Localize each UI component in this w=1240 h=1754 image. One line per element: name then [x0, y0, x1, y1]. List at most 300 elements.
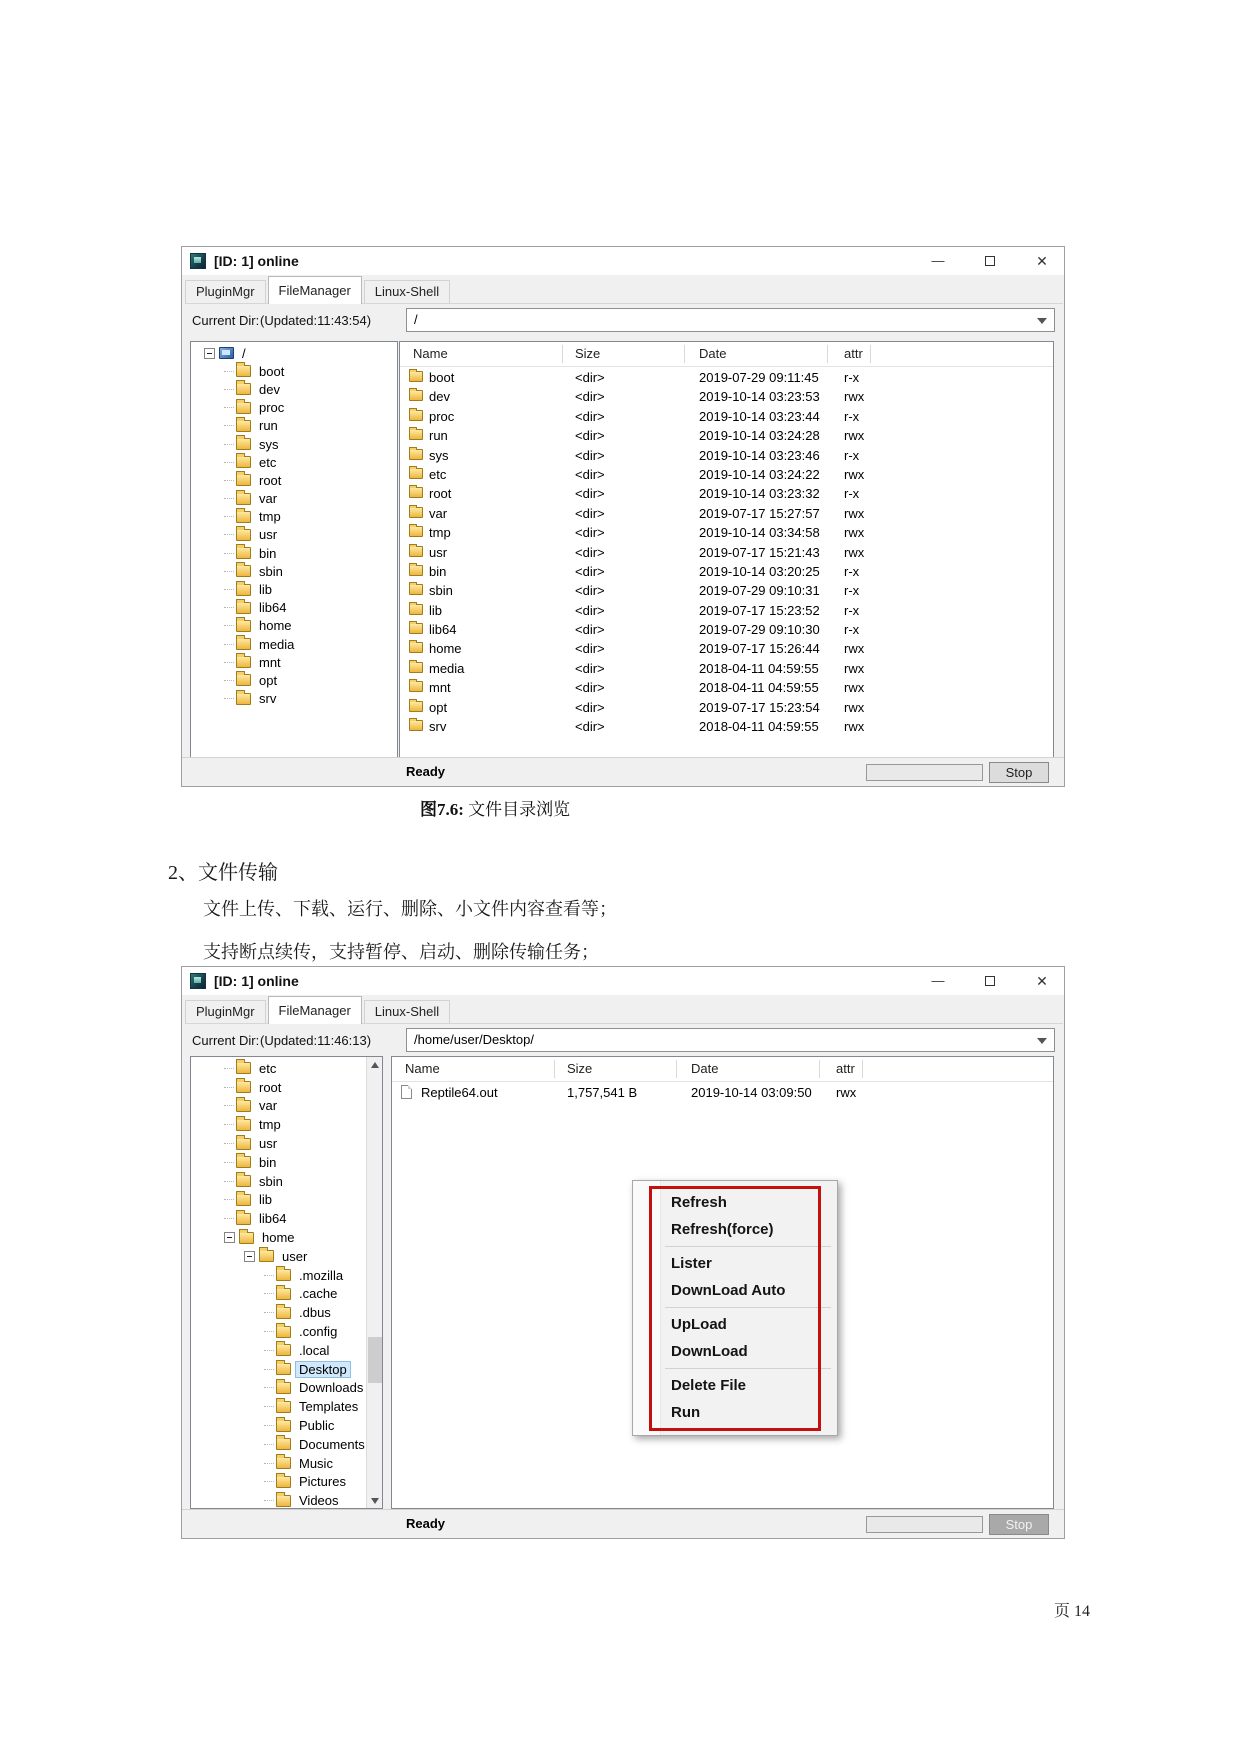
column-header-date[interactable]: Date	[691, 1061, 719, 1076]
tree-connector	[224, 680, 234, 681]
folder-icon	[409, 371, 423, 382]
expand-minus-icon[interactable]	[224, 1232, 235, 1243]
paragraph-2: 支持断点续传，支持暂停、启动、删除传输任务；	[203, 942, 599, 962]
folder-icon	[276, 1326, 291, 1338]
tree-connector	[264, 1331, 274, 1332]
folder-icon	[276, 1401, 291, 1413]
file-row[interactable]	[400, 407, 1053, 426]
file-date: 2019-07-29 09:11:45	[699, 370, 819, 385]
file-date: 2019-10-14 03:23:32	[699, 486, 820, 502]
tree-item[interactable]	[191, 690, 397, 708]
file-attr: r-x	[844, 447, 860, 463]
tree-connector	[224, 571, 234, 572]
folder-icon	[236, 565, 251, 577]
column-header-attr[interactable]: attr	[836, 1061, 855, 1076]
tree-connector	[224, 389, 234, 390]
file-row[interactable]	[400, 562, 1053, 581]
file-size: <dir>	[575, 486, 605, 502]
file-name: proc	[429, 408, 455, 424]
tree-item[interactable]	[191, 526, 397, 544]
folder-icon	[276, 1476, 291, 1488]
tree-connector	[264, 1350, 274, 1351]
tree-item[interactable]	[191, 1416, 382, 1435]
folder-icon	[236, 638, 251, 650]
file-size: <dir>	[575, 544, 605, 560]
close-icon[interactable]: ✕	[1036, 973, 1048, 989]
file-name: sys	[429, 447, 449, 463]
tree-item[interactable]	[191, 1454, 382, 1473]
file-manager-window-2	[181, 966, 1065, 1539]
tree-item[interactable]	[191, 1115, 382, 1134]
file-list-header[interactable]	[400, 342, 1053, 367]
file-row[interactable]	[400, 659, 1053, 678]
file-size: <dir>	[575, 641, 605, 657]
tab-bar	[185, 995, 1063, 1024]
tree-item[interactable]	[191, 580, 397, 598]
folder-icon	[236, 620, 251, 632]
folder-icon	[236, 602, 251, 614]
file-row[interactable]	[400, 678, 1053, 697]
column-header-attr[interactable]: attr	[844, 346, 863, 361]
tree-item-label: .cache	[299, 1286, 338, 1302]
tree-item-label: tmp	[259, 1117, 281, 1133]
file-size: <dir>	[575, 408, 605, 424]
column-header-size[interactable]: Size	[575, 346, 601, 361]
folder-icon	[409, 565, 423, 576]
file-manager-window-1	[181, 246, 1065, 787]
file-date: 2018-04-11 04:59:55	[699, 660, 819, 676]
column-header-name[interactable]: Name	[413, 346, 448, 361]
tab[interactable]: PluginMgr	[185, 280, 266, 303]
file-row[interactable]	[400, 717, 1053, 736]
expand-minus-icon[interactable]	[204, 348, 215, 359]
context-menu-item-label: Refresh(force)	[671, 1221, 774, 1238]
tree-connector	[224, 407, 234, 408]
tree-connector	[264, 1444, 274, 1445]
tree-item[interactable]	[191, 653, 397, 671]
folder-icon	[409, 526, 423, 537]
tree-item-label: opt	[259, 672, 278, 688]
scroll-down-icon[interactable]	[367, 1492, 383, 1508]
file-row[interactable]	[400, 543, 1053, 562]
directory-tree	[191, 344, 397, 708]
tree-item[interactable]	[191, 1397, 382, 1416]
context-menu-item-label: DownLoad	[671, 1343, 748, 1360]
file-size: 1,757,541 B	[567, 1085, 638, 1100]
tree-connector	[224, 462, 234, 463]
tree-item-label: .config	[299, 1324, 338, 1340]
file-date: 2019-07-29 09:10:31	[699, 583, 820, 599]
tree-item-label: Documents	[299, 1436, 365, 1452]
tree-item-label: bin	[259, 1154, 277, 1170]
file-row[interactable]	[400, 639, 1053, 658]
tree-item-label: Templates	[299, 1399, 359, 1415]
tree-connector	[224, 1068, 234, 1069]
folder-icon	[236, 1175, 251, 1187]
tree-item[interactable]	[191, 453, 397, 471]
file-size: <dir>	[575, 660, 605, 676]
progress-bar	[866, 1516, 983, 1533]
file-row[interactable]	[400, 368, 1053, 387]
path-value: /	[414, 312, 418, 327]
path-combobox[interactable]	[406, 1028, 1055, 1052]
folder-icon	[409, 507, 423, 518]
file-row[interactable]	[400, 620, 1053, 639]
folder-icon	[409, 390, 423, 401]
file-rows	[400, 368, 1053, 757]
file-attr: r-x	[844, 563, 860, 579]
tree-item[interactable]	[191, 1303, 382, 1322]
chevron-down-icon[interactable]	[1037, 318, 1047, 324]
folder-icon	[409, 410, 423, 421]
file-date: 2019-07-29 09:10:30	[699, 622, 820, 638]
file-attr: rwx	[844, 719, 865, 735]
titlebar	[182, 247, 1064, 275]
folder-icon	[409, 468, 423, 479]
folder-icon	[236, 438, 251, 450]
file-date: 2018-04-11 04:59:55	[699, 719, 819, 735]
tree-item[interactable]	[191, 1285, 382, 1304]
updated-timestamp: (Updated:11:43:54)	[260, 313, 372, 328]
file-name: lib	[429, 602, 443, 618]
file-date: 2019-10-14 03:24:28	[699, 428, 820, 444]
folder-icon	[409, 429, 423, 440]
tree-item[interactable]	[191, 1341, 382, 1360]
folder-icon	[236, 493, 251, 505]
file-name: run	[429, 428, 448, 444]
file-size: <dir>	[575, 583, 605, 599]
tree-item[interactable]	[191, 1172, 382, 1191]
file-name: root	[429, 486, 452, 502]
file-size: <dir>	[575, 525, 605, 541]
tree-item[interactable]	[191, 1379, 382, 1398]
tree-item[interactable]	[191, 562, 397, 580]
tree-item-label: /	[242, 345, 246, 361]
file-date: 2019-07-17 15:23:54	[699, 699, 820, 715]
file-size: <dir>	[575, 699, 605, 715]
tree-item[interactable]	[191, 399, 397, 417]
tree-item[interactable]	[191, 1228, 382, 1247]
path-combobox[interactable]	[406, 308, 1055, 332]
folder-icon	[236, 1156, 251, 1168]
file-date: 2019-10-14 03:09:50	[691, 1085, 812, 1100]
tree-item-label: Downloads	[299, 1380, 364, 1396]
file-row[interactable]	[400, 465, 1053, 484]
tree-item[interactable]	[191, 435, 397, 453]
file-row[interactable]	[400, 601, 1053, 620]
tree-connector	[264, 1293, 274, 1294]
folder-icon	[236, 511, 251, 523]
folder-icon	[409, 487, 423, 498]
tree-item-label: var	[259, 1098, 278, 1114]
folder-icon	[276, 1344, 291, 1356]
tree-connector	[224, 662, 234, 663]
file-name: etc	[429, 466, 447, 482]
tree-item-label: Music	[299, 1455, 333, 1471]
context-menu-item-label: Refresh	[671, 1194, 727, 1211]
folder-icon	[236, 383, 251, 395]
tree-item[interactable]	[191, 1435, 382, 1454]
stop-button[interactable]: Stop	[989, 1514, 1049, 1535]
tree-item-label: lib64	[259, 600, 287, 616]
tree-item[interactable]	[191, 1247, 382, 1266]
tree-item[interactable]	[191, 380, 397, 398]
file-attr: rwx	[844, 641, 865, 657]
folder-icon	[409, 720, 423, 731]
context-menu-item-label: Run	[671, 1404, 701, 1421]
file-name: srv	[429, 719, 447, 735]
tree-connector	[264, 1500, 274, 1501]
tree-item[interactable]	[191, 599, 397, 617]
tab[interactable]: PluginMgr	[185, 1000, 266, 1023]
tree-item-label: usr	[259, 527, 278, 543]
file-row[interactable]	[392, 1083, 1053, 1102]
tree-item[interactable]	[191, 417, 397, 435]
tree-item[interactable]	[191, 1360, 382, 1379]
folder-icon	[236, 584, 251, 596]
tree-connector	[224, 553, 234, 554]
file-date: 2019-10-14 03:24:22	[699, 466, 820, 482]
column-header-size[interactable]: Size	[567, 1061, 593, 1076]
tree-item-label: home	[262, 1230, 295, 1246]
figure-caption-text: 文件目录浏览	[468, 800, 571, 819]
folder-icon	[236, 1138, 251, 1150]
file-attr: r-x	[844, 486, 860, 502]
tree-connector	[224, 698, 234, 699]
progress-bar	[866, 764, 983, 781]
file-attr: r-x	[844, 602, 860, 618]
tree-connector	[224, 1124, 234, 1125]
file-name: tmp	[429, 525, 451, 541]
folder-icon	[219, 347, 234, 359]
file-icon	[401, 1085, 412, 1099]
tab[interactable]: FileManager	[268, 276, 362, 304]
tree-item[interactable]	[191, 1191, 382, 1210]
folder-icon	[236, 365, 251, 377]
tree-connector	[224, 1162, 234, 1163]
folder-icon	[236, 693, 251, 705]
file-list-header[interactable]	[392, 1057, 1053, 1082]
context-menu-item-label: Lister	[671, 1255, 712, 1272]
scroll-up-icon[interactable]	[367, 1057, 383, 1073]
tree-item[interactable]	[191, 1322, 382, 1341]
folder-icon	[409, 662, 423, 673]
tree-item[interactable]	[191, 1473, 382, 1492]
titlebar	[182, 967, 1064, 995]
tree-item[interactable]	[191, 1078, 382, 1097]
folder-icon	[276, 1420, 291, 1432]
tree-item-label: user	[282, 1248, 308, 1264]
stop-button[interactable]: Stop	[989, 762, 1049, 783]
tree-item[interactable]	[191, 490, 397, 508]
updated-timestamp: (Updated:11:46:13)	[260, 1033, 372, 1048]
tree-connector	[264, 1481, 274, 1482]
tree-connector	[264, 1312, 274, 1313]
tree-item[interactable]	[191, 1134, 382, 1153]
folder-icon	[409, 449, 423, 460]
tree-item-label: lib	[259, 1192, 273, 1208]
tree-connector	[224, 1143, 234, 1144]
file-row[interactable]	[400, 698, 1053, 717]
file-name: lib64	[429, 622, 457, 638]
file-name: opt	[429, 699, 448, 715]
file-attr: rwx	[844, 466, 865, 482]
tree-connector	[224, 625, 234, 626]
tree-connector	[224, 480, 234, 481]
maximize-icon[interactable]	[972, 250, 1008, 272]
file-attr: rwx	[844, 660, 865, 676]
tree-item-label: tmp	[259, 509, 281, 525]
file-date: 2018-04-11 04:59:55	[699, 680, 819, 696]
column-header-name[interactable]: Name	[405, 1061, 440, 1076]
tree-connector	[224, 644, 234, 645]
file-attr: rwx	[844, 505, 865, 521]
context-menu-item-label: DownLoad Auto	[671, 1282, 786, 1299]
tree-item-label: run	[259, 418, 278, 434]
file-name: boot	[429, 370, 455, 385]
folder-icon	[236, 1062, 251, 1074]
folder-icon	[276, 1457, 291, 1469]
tree-connector	[264, 1425, 274, 1426]
status-text: Ready	[406, 1516, 446, 1531]
tree-item-label: lib64	[259, 1211, 287, 1227]
tree-item-label: Videos	[299, 1493, 339, 1509]
tree-item[interactable]	[191, 1059, 382, 1078]
status-text: Ready	[406, 764, 446, 779]
tree-item-label: sbin	[259, 1173, 283, 1189]
tree-item[interactable]	[191, 471, 397, 489]
tree-connector	[224, 498, 234, 499]
folder-icon	[276, 1269, 291, 1281]
tree-connector	[224, 1087, 234, 1088]
tree-item[interactable]	[191, 362, 397, 380]
tree-item[interactable]	[191, 671, 397, 689]
current-dir-label: Current Dir:	[192, 1033, 260, 1048]
tree-scrollbar[interactable]	[366, 1057, 382, 1508]
red-highlight-box	[649, 1186, 821, 1431]
folder-icon	[236, 420, 251, 432]
tree-item-label: proc	[259, 400, 285, 416]
tree-connector	[264, 1406, 274, 1407]
folder-icon	[236, 547, 251, 559]
tree-item-label: home	[259, 618, 292, 634]
tree-connector	[224, 516, 234, 517]
paragraph-1: 文件上传、下载、运行、删除、小文件内容查看等；	[203, 899, 617, 919]
chevron-down-icon[interactable]	[1037, 1038, 1047, 1044]
file-row[interactable]	[400, 426, 1053, 445]
tree-item[interactable]	[191, 1097, 382, 1116]
expand-minus-icon[interactable]	[244, 1251, 255, 1262]
tree-item[interactable]	[191, 508, 397, 526]
file-name: media	[429, 660, 465, 676]
tree-item[interactable]	[191, 1209, 382, 1228]
file-size: <dir>	[575, 680, 605, 696]
folder-icon	[409, 546, 423, 557]
tree-item-label: sys	[259, 436, 279, 452]
tab[interactable]: Linux-Shell	[364, 280, 450, 303]
tree-item-label: Public	[299, 1418, 335, 1434]
file-row[interactable]	[400, 387, 1053, 406]
tree-item[interactable]	[191, 635, 397, 653]
tree-item[interactable]	[191, 1491, 382, 1509]
tree-item-label: sbin	[259, 563, 283, 579]
file-row[interactable]	[400, 484, 1053, 503]
folder-icon	[276, 1307, 291, 1319]
tree-item[interactable]	[191, 344, 397, 362]
file-row[interactable]	[400, 581, 1053, 600]
tree-item-label: lib	[259, 582, 273, 598]
tree-item-label: root	[259, 1079, 282, 1095]
file-date: 2019-10-14 03:23:44	[699, 408, 820, 424]
file-size: <dir>	[575, 370, 605, 385]
file-attr: rwx	[844, 389, 865, 405]
close-icon[interactable]: ✕	[1036, 253, 1048, 269]
file-name: bin	[429, 563, 447, 579]
scrollbar-thumb[interactable]	[368, 1337, 382, 1383]
file-date: 2019-07-17 15:21:43	[699, 544, 820, 560]
file-date: 2019-07-17 15:23:52	[699, 602, 820, 618]
tree-item-label: var	[259, 491, 278, 507]
app-icon	[190, 253, 206, 269]
file-date: 2019-07-17 15:27:57	[699, 505, 820, 521]
tree-item-label: Desktop	[296, 1362, 350, 1377]
file-row[interactable]	[400, 446, 1053, 465]
tab[interactable]: FileManager	[268, 996, 362, 1024]
file-row[interactable]	[400, 504, 1053, 523]
tree-item-label: etc	[259, 454, 277, 470]
figure-caption-label: 图7.6:	[420, 800, 464, 819]
tree-item-label: Pictures	[299, 1474, 346, 1490]
tree-item-label: media	[259, 636, 295, 652]
column-header-date[interactable]: Date	[699, 346, 727, 361]
tree-connector	[264, 1387, 274, 1388]
folder-icon	[236, 456, 251, 468]
context-menu	[632, 1180, 838, 1436]
tree-item-label: .dbus	[299, 1305, 331, 1321]
status-bar	[182, 757, 1064, 786]
tree-item[interactable]	[191, 617, 397, 635]
folder-icon	[276, 1438, 291, 1450]
tree-connector	[224, 1199, 234, 1200]
file-attr: r-x	[844, 622, 860, 638]
tree-item[interactable]	[191, 1153, 382, 1172]
file-size: <dir>	[575, 428, 605, 444]
status-bar	[182, 1509, 1064, 1538]
context-menu-item-label: UpLoad	[671, 1316, 727, 1333]
minimize-icon[interactable]: —	[931, 973, 945, 988]
file-row[interactable]	[400, 523, 1053, 542]
tree-item[interactable]	[191, 1266, 382, 1285]
folder-icon	[259, 1250, 274, 1262]
file-name: var	[429, 505, 448, 521]
page-number: 页 14	[1053, 1603, 1090, 1620]
tree-item-label: dev	[259, 381, 280, 397]
tree-item[interactable]	[191, 544, 397, 562]
file-name: sbin	[429, 583, 453, 599]
tab[interactable]: Linux-Shell	[364, 1000, 450, 1023]
folder-icon	[236, 674, 251, 686]
file-name: mnt	[429, 680, 451, 696]
file-date: 2019-10-14 03:34:58	[699, 525, 820, 541]
maximize-icon[interactable]	[972, 970, 1008, 992]
tree-connector	[224, 534, 234, 535]
file-size: <dir>	[575, 563, 605, 579]
tab-bar	[185, 275, 1063, 304]
folder-icon	[409, 681, 423, 692]
file-size: <dir>	[575, 389, 605, 405]
tree-item-label: boot	[259, 363, 285, 379]
minimize-icon[interactable]: —	[931, 253, 945, 268]
